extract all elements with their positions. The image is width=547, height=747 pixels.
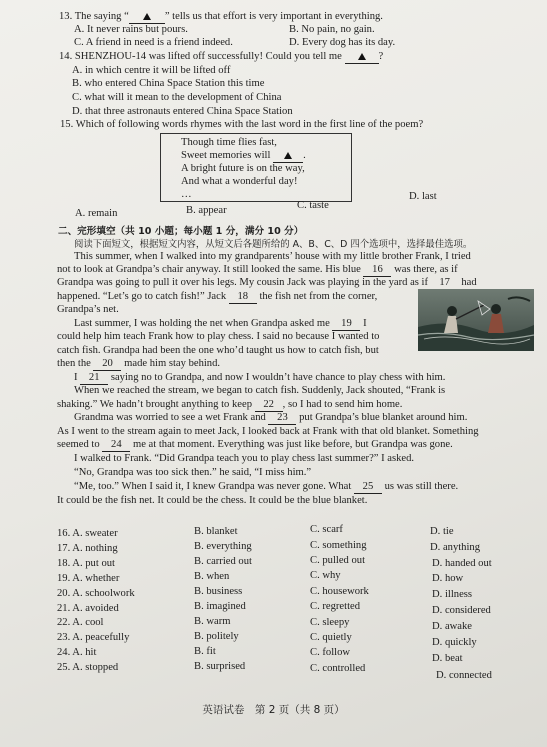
option: D. awake — [432, 621, 473, 632]
option: C. follow — [310, 647, 351, 658]
option: 19. A. whether — [57, 573, 120, 584]
q14-stem: 14. SHENZHOU-14 was lifted off successfully! Could you tell me ? — [59, 51, 384, 62]
passage-line: shaking.” We hadn’t brought anything to keep 22 , so I had to send him home. — [57, 399, 403, 410]
passage-line: As I went to the stream again to meet Jack, I looked back at Frank with that old blanket. Something — [57, 426, 479, 437]
option: 21. A. avoided — [57, 603, 119, 614]
fishing-illustration — [418, 289, 534, 351]
option: C. pulled out — [310, 555, 366, 566]
q13-option-c: C. A friend in need is a friend indeed. — [74, 37, 233, 48]
passage-line: Last summer, I was holding the net when Grandpa asked me 19 I — [74, 318, 367, 329]
option: B. carried out — [194, 556, 252, 567]
passage-line: Grandpa’s net. — [57, 304, 119, 315]
option: D. handed out — [432, 558, 492, 569]
q15-option-c: C. taste — [297, 200, 329, 211]
option: D. illness — [432, 589, 473, 600]
option: B. imagined — [194, 601, 246, 612]
q15-option-d: D. last — [409, 191, 437, 202]
option: C. sleepy — [310, 617, 350, 628]
passage-line: When we reached the stream, we began to catch fish. Suddenly, Jack shouted, “Frank is — [74, 385, 446, 396]
option: B. politely — [194, 631, 239, 642]
q15-stem: 15. Which of following words rhymes with the last word in the first line of the poem? — [60, 119, 424, 130]
passage-line: Grandpa was going to pull it over his legs. My cousin Jack was playing in the yard as if 17 had — [57, 277, 477, 288]
poem-line: A bright future is on the way, — [181, 163, 305, 174]
option: B. blanket — [194, 526, 238, 537]
q14-option-a: A. in which centre it will be lifted off — [72, 65, 231, 76]
option: B. everything — [194, 541, 252, 552]
option: 24. A. hit — [57, 647, 97, 658]
option: C. controlled — [310, 663, 366, 674]
q14-option-b: B. who entered China Space Station this time — [72, 78, 265, 89]
blank-triangle-icon — [284, 152, 292, 159]
option: 22. A. cool — [57, 617, 104, 628]
q13-option-b: B. No pain, no gain. — [289, 24, 375, 35]
passage-line: could help him teach Frank how to play chess. I said no because I wanted to — [57, 331, 380, 342]
option: D. tie — [430, 526, 454, 537]
q14-option-d: D. that three astronauts entered China Space Station — [72, 106, 293, 117]
option: C. scarf — [310, 524, 343, 535]
section-title: 二、完形填空（共 10 小题；每小题 1 分，满分 10 分） — [58, 226, 304, 237]
passage-line: “Me, too.” When I said it, I knew Grandpa was never gone. What 25 us was still there. — [74, 481, 459, 492]
option: 17. A. nothing — [57, 543, 118, 554]
passage-line: happened. “Let’s go to catch fish!” Jack 18 the fish net from the corner, — [57, 291, 378, 302]
passage-line: “No, Grandpa was too sick then.” he said, “I miss him.” — [74, 467, 312, 478]
q14-option-c: C. what will it mean to the development of China — [72, 92, 282, 103]
option: B. fit — [194, 646, 216, 657]
poem-box — [160, 133, 352, 202]
passage-line: not to look at Grandpa’s chair anyway. It still looked the same. His blue 16 was there, as if — [57, 264, 458, 275]
passage-line: This summer, when I walked into my grandparents’ house with my little brother Frank, I tried — [74, 251, 471, 262]
option: B. when — [194, 571, 230, 582]
passage-line: I walked to Frank. “Did Grandpa teach you to play chess last summer?” I asked. — [74, 453, 415, 464]
poem-line: And what a wonderful day! — [181, 176, 298, 187]
passage-line: I 21 saying no to Grandpa, and now I wouldn’t have chance to play chess with him. — [74, 372, 446, 383]
section-instruction: 阅读下面短文，根据短文内容，从短文后各题所给的 A、B、C、D 四个选项中，选择最佳选项。 — [74, 239, 473, 250]
passage-line: Grandma was worried to see a wet Frank and 23 put Grandpa’s blue blanket around him. — [74, 412, 468, 423]
option: 23. A. peacefully — [57, 632, 130, 643]
option: 16. A. sweater — [57, 528, 118, 539]
blank-triangle-icon — [143, 13, 151, 20]
q15-option-b: B. appear — [186, 205, 227, 216]
blank-triangle-icon — [358, 53, 366, 60]
option: B. business — [194, 586, 243, 597]
passage-line: then the 20 made him stay behind. — [57, 358, 221, 369]
option: 18. A. put out — [57, 558, 115, 569]
option: C. why — [310, 570, 341, 581]
option: B. surprised — [194, 661, 246, 672]
page-footer: 英语试卷 第 2 页（共 8 页） — [202, 704, 345, 716]
passage-line: catch fish. Grandpa had been the one who’d taught us how to catch fish, but — [57, 345, 379, 356]
option: B. warm — [194, 616, 231, 627]
option: D. quickly — [432, 637, 477, 648]
option: D. how — [432, 573, 464, 584]
option: C. housework — [310, 586, 369, 597]
option: D. anything — [430, 542, 481, 553]
poem-line: Though time flies fast, — [181, 137, 277, 148]
option: C. something — [310, 540, 367, 551]
poem-line: … — [181, 189, 192, 200]
option: D. considered — [432, 605, 491, 616]
q13-option-d: D. Every dog has its day. — [289, 37, 396, 48]
option: 20. A. schoolwork — [57, 588, 135, 599]
option: 25. A. stopped — [57, 662, 119, 673]
option: D. connected — [436, 670, 492, 681]
q13-option-a: A. It never rains but pours. — [74, 24, 188, 35]
q13-stem: 13. The saying “ ” tells us that effort is very important in everything. — [59, 11, 383, 22]
q15-option-a: A. remain — [75, 208, 118, 219]
passage-line: seemed to 24 me at that moment. Everything was just like before, but Grandpa was gone. — [57, 439, 453, 450]
option: D. beat — [432, 653, 463, 664]
poem-line: Sweet memories will . — [181, 150, 306, 161]
option: C. regretted — [310, 601, 361, 612]
passage-line: It could be the fish net. It could be the chess. It could be the blue blanket. — [57, 495, 368, 506]
option: C. quietly — [310, 632, 352, 643]
